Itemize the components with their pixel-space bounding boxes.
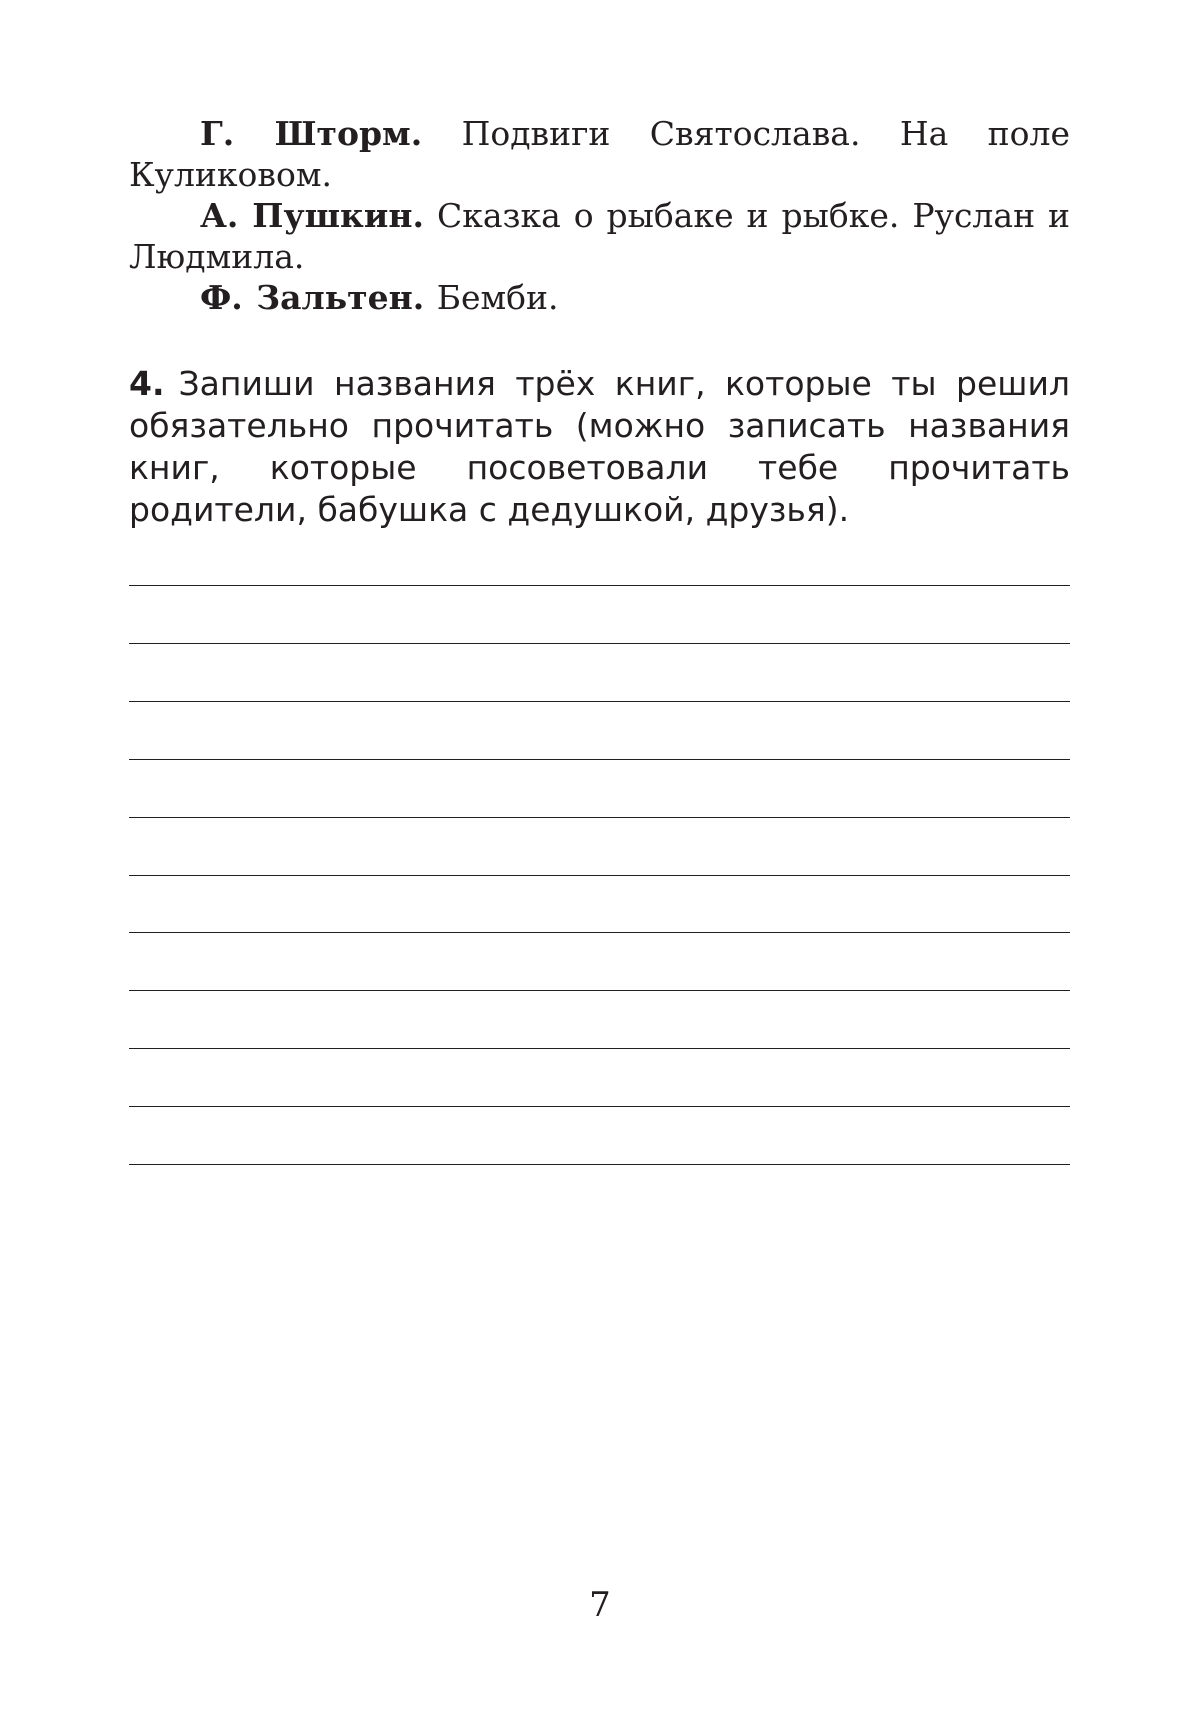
answer-line[interactable] <box>129 932 1070 933</box>
answer-line[interactable] <box>129 701 1070 702</box>
answer-line[interactable] <box>129 759 1070 760</box>
task-text: Запиши названия трёх книг, которые ты решил обязательно прочитать (можно записать названия книг, которые посоветовали тебе прочитать родители, бабушка с дедушкой, друзья). <box>129 364 1070 529</box>
book-titles: Подвиги Святослава. На поле Куликовом. <box>129 114 1071 194</box>
answer-line[interactable] <box>129 1106 1070 1107</box>
book-author: Г. Шторм. <box>200 114 423 153</box>
book-entry <box>129 277 1070 318</box>
page-number: 7 <box>589 1585 611 1625</box>
answer-line[interactable] <box>129 817 1070 818</box>
answer-line[interactable] <box>129 1048 1070 1049</box>
book-titles: Бемби. <box>436 278 559 317</box>
book-entry <box>129 113 1070 195</box>
answer-line[interactable] <box>129 1164 1070 1165</box>
answer-line[interactable] <box>129 875 1070 876</box>
answer-line[interactable] <box>129 585 1070 586</box>
task-4 <box>129 363 1070 531</box>
book-entry <box>129 195 1070 277</box>
book-author: Ф. Зальтен. <box>200 278 425 317</box>
book-titles: Сказка о рыбаке и рыбке. Руслан и Людмила. <box>129 196 1070 276</box>
answer-line[interactable] <box>129 990 1070 991</box>
book-list <box>129 113 1070 318</box>
book-author: А. Пушкин. <box>200 196 425 235</box>
answer-line[interactable] <box>129 643 1070 644</box>
task-number: 4. <box>129 364 165 403</box>
